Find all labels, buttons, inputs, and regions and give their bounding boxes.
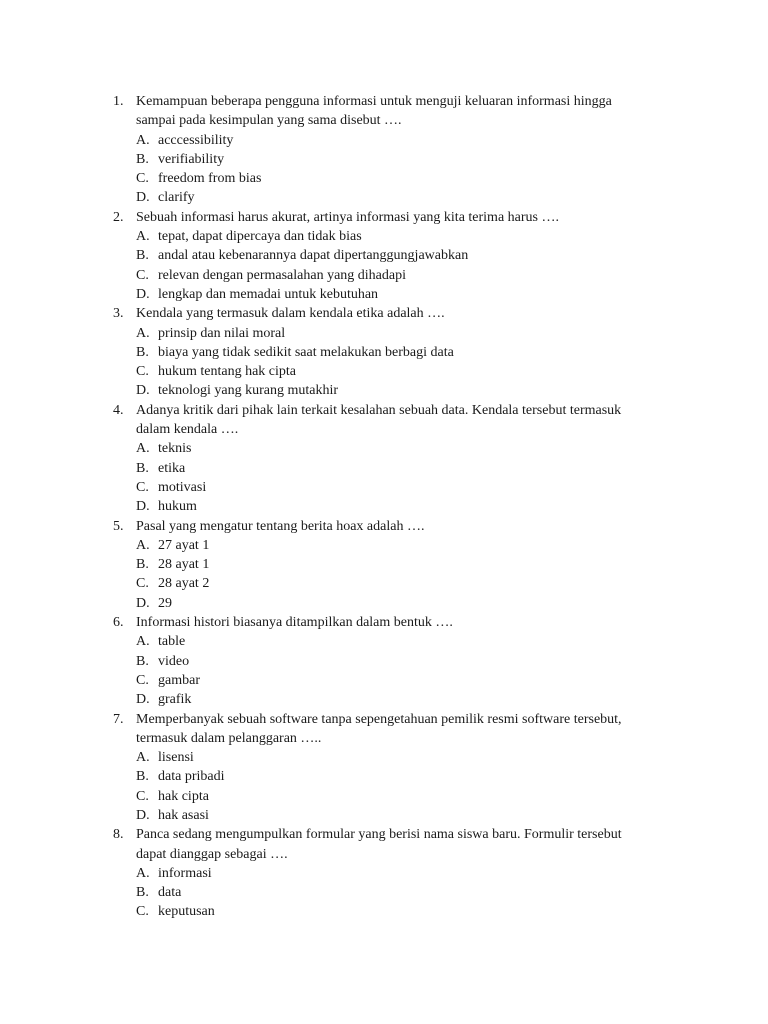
question-list (0, 92, 768, 922)
option-text: hak cipta (158, 788, 209, 804)
question-4 (0, 401, 768, 517)
option-c (0, 787, 768, 806)
option-a (0, 227, 768, 246)
option-letter: D. (136, 383, 150, 399)
option-text: grafik (158, 692, 192, 708)
option-d (0, 690, 768, 709)
option-letter: B. (136, 248, 149, 264)
option-d (0, 285, 768, 304)
option-a (0, 439, 768, 458)
option-b (0, 555, 768, 574)
question-text: Kendala yang termasuk dalam kendala etika adalah …. (136, 306, 445, 322)
option-letter: D. (136, 499, 150, 515)
option-text: andal atau kebenarannya dapat dipertanggungjawabkan (158, 248, 469, 264)
option-text: prinsip dan nilai moral (158, 325, 286, 341)
option-letter: A. (136, 325, 150, 341)
option-text: 28 ayat 2 (158, 576, 210, 592)
option-text: keputusan (158, 904, 215, 920)
option-text: 29 (158, 595, 172, 611)
option-text: data pribadi (158, 769, 225, 785)
option-text: informasi (158, 865, 212, 881)
option-letter: B. (136, 557, 149, 573)
option-letter: C. (136, 672, 149, 688)
option-letter: B. (136, 653, 149, 669)
question-number: 1. (113, 94, 124, 109)
option-letter: D. (136, 692, 150, 708)
option-c (0, 169, 768, 188)
option-text: acccessibility (158, 132, 234, 148)
option-letter: D. (136, 190, 150, 206)
option-c (0, 362, 768, 381)
question-text: Sebuah informasi harus akurat, artinya informasi yang kita terima harus …. (136, 209, 559, 225)
option-letter: A. (136, 634, 150, 650)
option-letter: C. (136, 479, 149, 495)
question-text: Panca sedang mengumpulkan formular yang berisi nama siswa baru. Formulir tersebut (136, 827, 622, 843)
option-text: gambar (158, 672, 200, 688)
option-d (0, 381, 768, 400)
option-letter: B. (136, 344, 149, 360)
option-letter: C. (136, 788, 149, 804)
option-letter: B. (136, 460, 149, 476)
option-letter: A. (136, 537, 150, 553)
option-c (0, 671, 768, 690)
option-text: hak asasi (158, 807, 209, 823)
option-letter: D. (136, 807, 150, 823)
question-6 (0, 613, 768, 709)
option-letter: A. (136, 750, 150, 766)
option-letter: B. (136, 885, 149, 901)
option-text: video (158, 653, 190, 669)
option-d (0, 188, 768, 207)
option-text: etika (158, 460, 186, 476)
option-d (0, 497, 768, 516)
option-letter: C. (136, 267, 149, 283)
question-text: Memperbanyak sebuah software tanpa sepengetahuan pemilik resmi software tersebut, (136, 711, 622, 727)
option-b (0, 652, 768, 671)
question-number: 2. (113, 209, 124, 225)
question-3 (0, 304, 768, 400)
option-text: relevan dengan permasalahan yang dihadapi (158, 267, 407, 283)
option-text: verifiability (158, 151, 225, 167)
question-number: 3. (113, 306, 124, 322)
option-a (0, 632, 768, 651)
option-a (0, 324, 768, 343)
option-text: lengkap dan memadai untuk kebutuhan (158, 286, 379, 302)
option-letter: C. (136, 364, 149, 380)
option-b (0, 459, 768, 478)
option-c (0, 478, 768, 497)
question-8 (0, 825, 768, 921)
option-c (0, 902, 768, 921)
question-number: 7. (113, 711, 124, 727)
question-number: 8. (113, 827, 124, 843)
option-text: data (158, 885, 182, 901)
option-letter: B. (136, 769, 149, 785)
option-d (0, 806, 768, 825)
option-text: biaya yang tidak sedikit saat melakukan berbagi data (158, 344, 454, 360)
option-d (0, 594, 768, 613)
option-letter: A. (136, 865, 150, 881)
option-letter: D. (136, 286, 150, 302)
option-text: teknologi yang kurang mutakhir (158, 383, 339, 399)
option-text: freedom from bias (158, 171, 262, 187)
option-c (0, 266, 768, 285)
option-text: table (158, 634, 186, 650)
option-letter: A. (136, 132, 150, 148)
option-a (0, 131, 768, 150)
option-letter: A. (136, 441, 150, 457)
question-5 (0, 517, 768, 613)
question-text: sampai pada kesimpulan yang sama disebut …. (136, 113, 402, 129)
option-text: tepat, dapat dipercaya dan tidak bias (158, 229, 362, 245)
option-letter: A. (136, 229, 150, 245)
question-number: 5. (113, 518, 124, 534)
option-text: clarify (158, 190, 195, 206)
option-text: hukum tentang hak cipta (158, 364, 297, 380)
question-number: 6. (113, 615, 124, 631)
question-7 (0, 710, 768, 826)
question-text: Pasal yang mengatur tentang berita hoax adalah …. (136, 518, 425, 534)
option-c (0, 574, 768, 593)
question-text: dapat dianggap sebagai …. (136, 846, 288, 862)
option-letter: B. (136, 151, 149, 167)
question-text: dalam kendala …. (136, 422, 239, 438)
option-a (0, 536, 768, 555)
option-b (0, 767, 768, 786)
option-letter: C. (136, 171, 149, 187)
option-letter: D. (136, 595, 150, 611)
option-text: motivasi (158, 479, 207, 495)
question-text: termasuk dalam pelanggaran ….. (136, 730, 322, 746)
option-b (0, 343, 768, 362)
option-letter: C. (136, 576, 149, 592)
option-a (0, 748, 768, 767)
option-b (0, 150, 768, 169)
question-2 (0, 208, 768, 304)
question-number: 4. (113, 402, 124, 418)
option-text: 27 ayat 1 (158, 537, 210, 553)
option-text: lisensi (158, 750, 194, 766)
option-text: teknis (158, 441, 192, 457)
option-a (0, 864, 768, 883)
option-b (0, 246, 768, 265)
question-text: Kemampuan beberapa pengguna informasi untuk menguji keluaran informasi hingga (136, 94, 612, 109)
question-text: Informasi histori biasanya ditampilkan dalam bentuk …. (136, 615, 453, 631)
option-text: 28 ayat 1 (158, 557, 210, 573)
question-text: Adanya kritik dari pihak lain terkait kesalahan sebuah data. Kendala tersebut termasuk (136, 402, 622, 418)
option-b (0, 883, 768, 902)
question-1 (0, 92, 768, 208)
option-text: hukum (158, 499, 197, 515)
option-letter: C. (136, 904, 149, 920)
